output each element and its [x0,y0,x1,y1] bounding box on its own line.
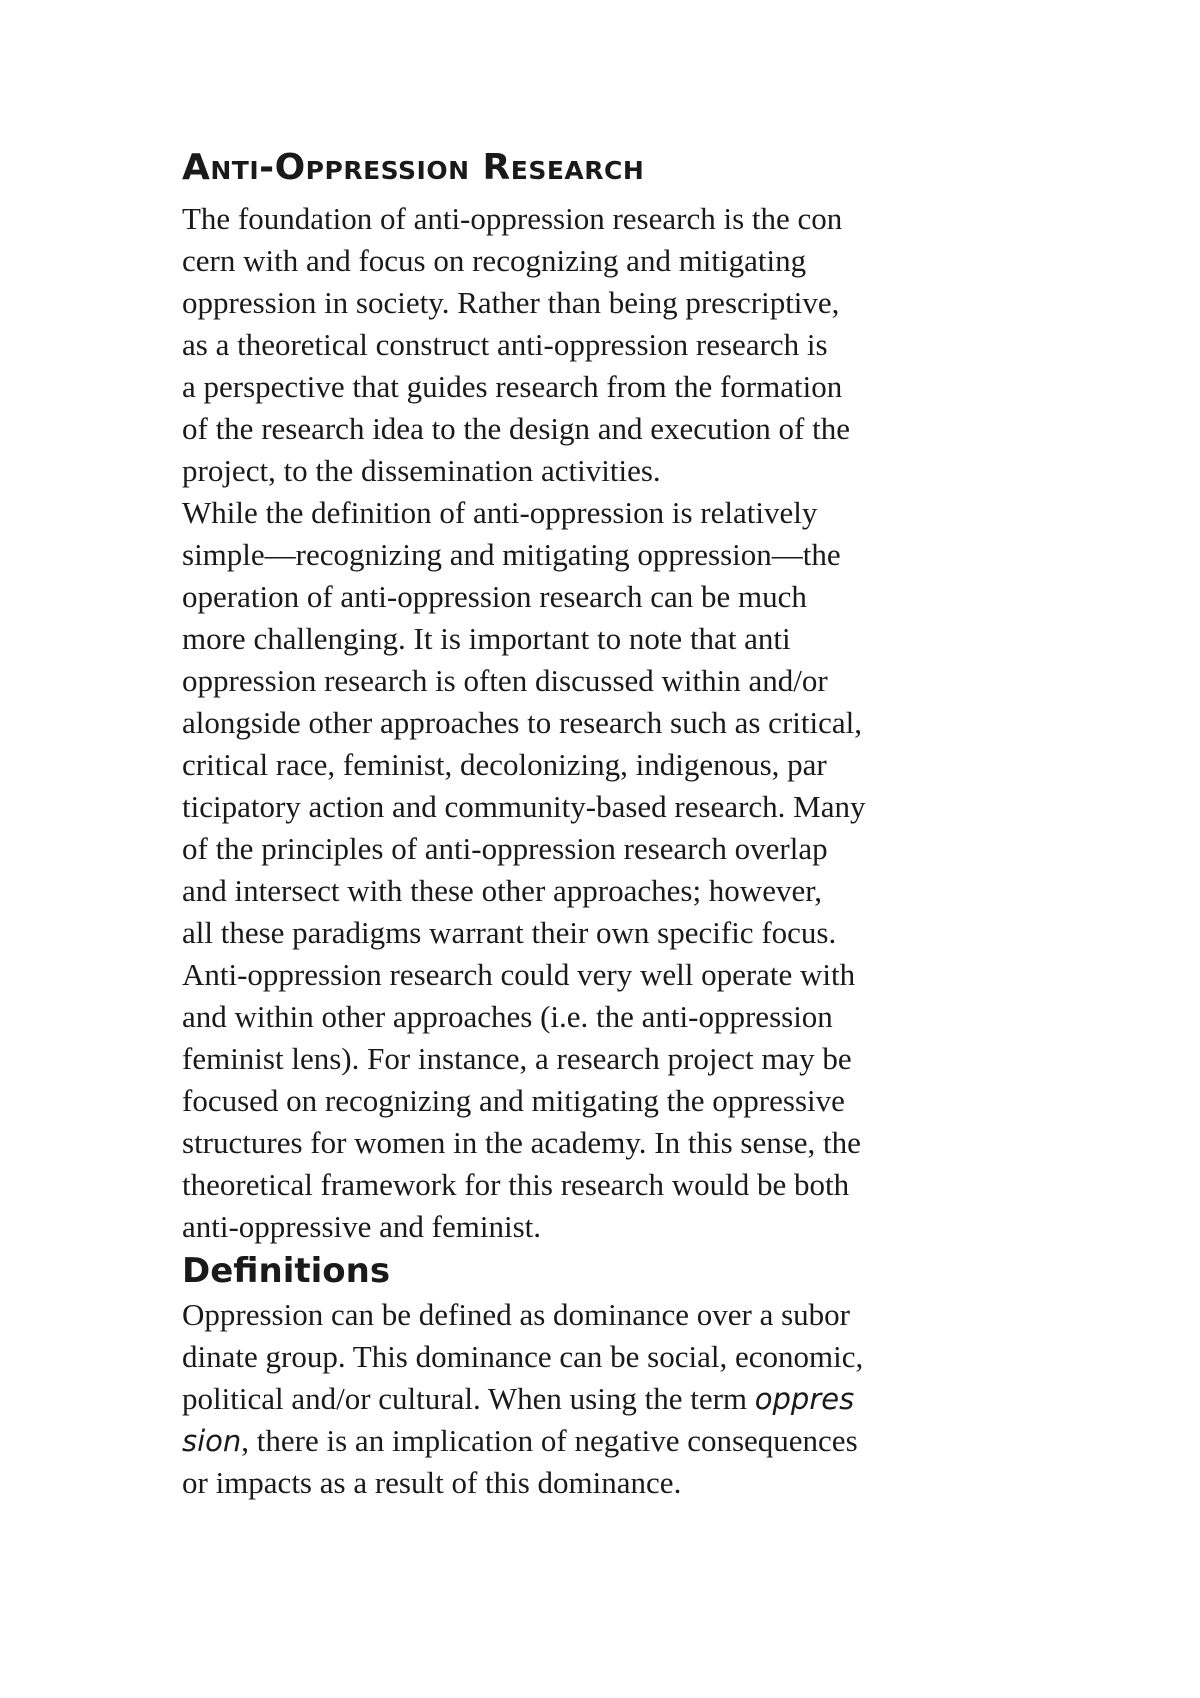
text-line: of the principles of anti-oppression research overlap [182,831,828,866]
text-line: theoretical framework for this research would be both [182,1167,850,1202]
text-line [182,1420,1022,1462]
text-line: project, to the dissemination activities. [182,453,661,488]
text-line: cern with and focus on recognizing and mitigating [182,243,807,278]
text-segment: political and/or cultural. When using the term [182,1381,755,1416]
text-line: operation of anti-oppression research can be much [182,579,807,614]
text-line: anti-oppressive and feminist. [182,1209,541,1244]
text-line: more challenging. It is important to note that anti [182,621,791,656]
text-line: and within other approaches (i.e. the anti-oppression [182,999,833,1034]
text-line: all these paradigms warrant their own specific focus. [182,915,837,950]
text-line: alongside other approaches to research such as critical, [182,705,862,740]
definitions-paragraph [182,1294,1022,1504]
text-line [182,1378,1022,1420]
page-title: Anti-Oppression Research [182,147,645,188]
text-line: a perspective that guides research from the formation [182,369,843,404]
text-line: oppression in society. Rather than being prescriptive, [182,285,840,320]
text-line: ticipatory action and community-based research. Many [182,789,866,824]
text-line: Anti-oppression research could very well operate with [182,957,856,992]
text-line: The foundation of anti-oppression research is the con [182,201,843,236]
intro-paragraphs [182,198,1022,1248]
text-line: and intersect with these other approaches; however, [182,873,823,908]
text-line: simple—recognizing and mitigating oppression—the [182,537,841,572]
text-line: While the definition of anti-oppression is relatively [182,495,818,530]
emphasized-term: sion [182,1424,242,1458]
document-page [182,147,1022,1504]
text-line: as a theoretical construct anti-oppression research is [182,327,828,362]
text-line: or impacts as a result of this dominance. [182,1465,682,1500]
text-line: oppression research is often discussed within and/or [182,663,828,698]
emphasized-term: oppres [754,1382,855,1416]
text-line: of the research idea to the design and execution of the [182,411,850,446]
text-line: focused on recognizing and mitigating the oppressive [182,1083,845,1118]
text-line: critical race, feminist, decolonizing, indigenous, par [182,747,827,782]
definitions-heading: Definitions [182,1251,391,1291]
text-line: Oppression can be defined as dominance over a subor [182,1297,850,1332]
text-line: structures for women in the academy. In this sense, the [182,1125,861,1160]
text-line: dinate group. This dominance can be social, economic, [182,1339,864,1374]
text-line: feminist lens). For instance, a research project may be [182,1041,852,1076]
text-segment: , there is an implication of negative consequences [241,1423,858,1458]
